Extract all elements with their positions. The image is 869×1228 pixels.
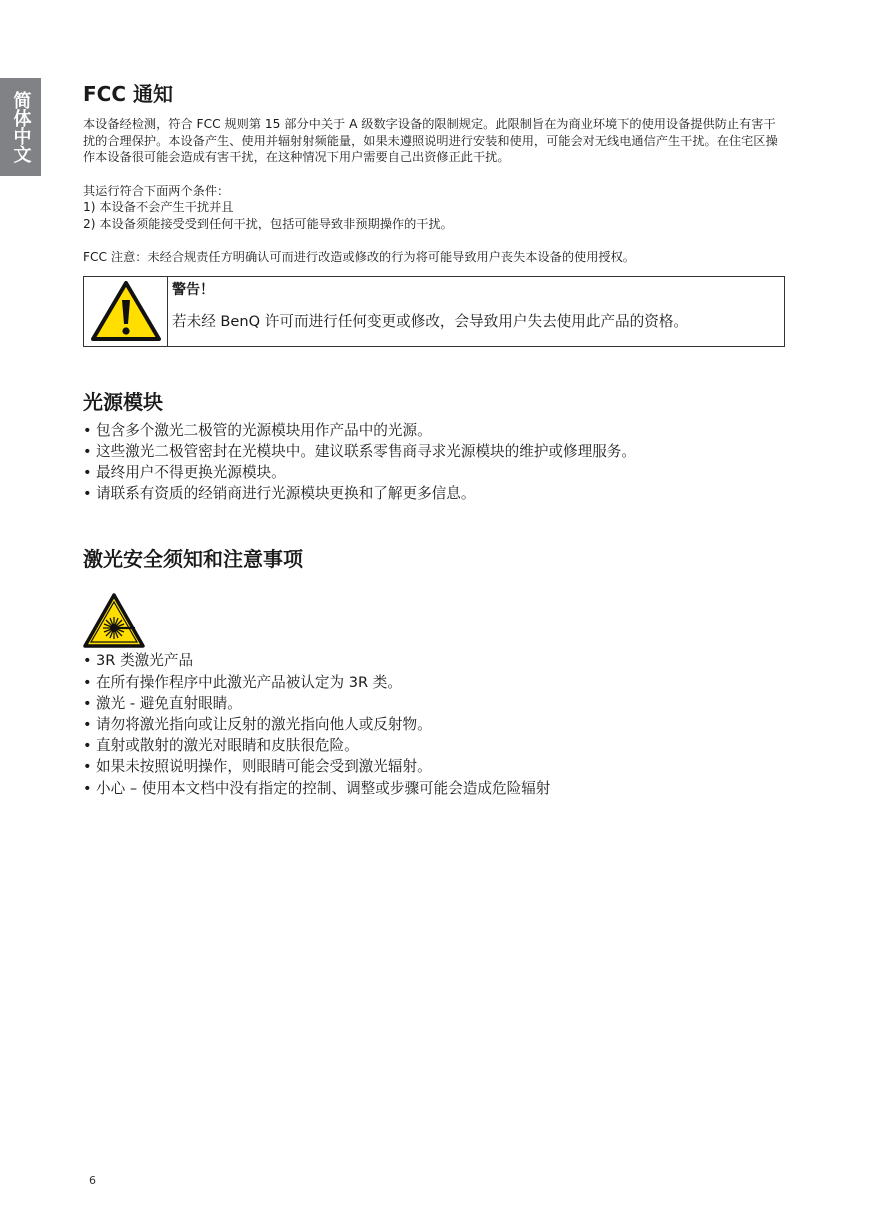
page-content <box>83 80 785 799</box>
warning-box <box>83 276 785 347</box>
page-number: 6 <box>89 1174 96 1187</box>
language-tab <box>0 78 41 176</box>
warning-body: 若未经 BenQ 许可而进行任何变更或修改，会导致用户失去使用此产品的资格。 <box>172 312 689 330</box>
warning-triangle-icon <box>90 280 162 342</box>
condition-2: 2) 本设备须能接受受到任何干扰，包括可能导致非预期操作的干扰。 <box>83 216 453 231</box>
laser-safety-title: 激光安全须知和注意事项 <box>83 547 303 572</box>
conditions-intro: 其运行符合下面两个条件： <box>83 183 230 198</box>
fcc-paragraph: 本设备经检测，符合 FCC 规则第 15 部分中关于 A 级数字设备的限制规定。此限制旨在为商业环境下的使用设备提供防止有害干扰的合理保护。本设备产生、使用并辐射射频能量，如果未遵照说明进行安装和使用，可能会对无线电通信产生干扰。在住宅区操作本设备很可能会造成有害干扰，在这种情况下用户需要自己出资修正此干扰。 <box>83 117 778 164</box>
language-tab-label: 简体中文 <box>10 91 32 163</box>
list-item: • 激光 - 避免直射眼睛。 <box>83 693 785 714</box>
fcc-title: FCC 通知 <box>83 82 173 106</box>
warning-icon-cell <box>84 277 168 346</box>
list-item: • 3R 类激光产品 <box>83 650 785 671</box>
list-item: • 直射或散射的激光对眼睛和皮肤很危险。 <box>83 735 785 756</box>
list-item: • 请联系有资质的经销商进行光源模块更换和了解更多信息。 <box>83 483 785 504</box>
condition-1: 1) 本设备不会产生干扰并且 <box>83 200 234 214</box>
laser-safety-list <box>83 650 785 798</box>
list-item: • 这些激光二极管密封在光模块中。建议联系零售商寻求光源模块的维护或修理服务。 <box>83 441 785 462</box>
light-source-title: 光源模块 <box>83 389 163 414</box>
laser-hazard-icon <box>83 593 145 649</box>
list-item: • 请勿将激光指向或让反射的激光指向他人或反射物。 <box>83 714 785 735</box>
fcc-caution: FCC 注意：未经合规责任方明确认可而进行改造或修改的行为将可能导致用户丧失本设备的使用授权。 <box>83 250 635 264</box>
laser-icon-wrap <box>83 593 785 651</box>
list-item: • 包含多个激光二极管的光源模块用作产品中的光源。 <box>83 420 785 441</box>
list-item: • 小心 – 使用本文档中没有指定的控制、调整或步骤可能会造成危险辐射 <box>83 778 785 799</box>
warning-heading: 警告！ <box>172 281 214 298</box>
warning-text-cell <box>168 277 692 346</box>
list-item: • 最终用户不得更换光源模块。 <box>83 462 785 483</box>
list-item: • 如果未按照说明操作，则眼睛可能会受到激光辐射。 <box>83 756 785 777</box>
light-source-list <box>83 420 785 505</box>
list-item: • 在所有操作程序中此激光产品被认定为 3R 类。 <box>83 672 785 693</box>
